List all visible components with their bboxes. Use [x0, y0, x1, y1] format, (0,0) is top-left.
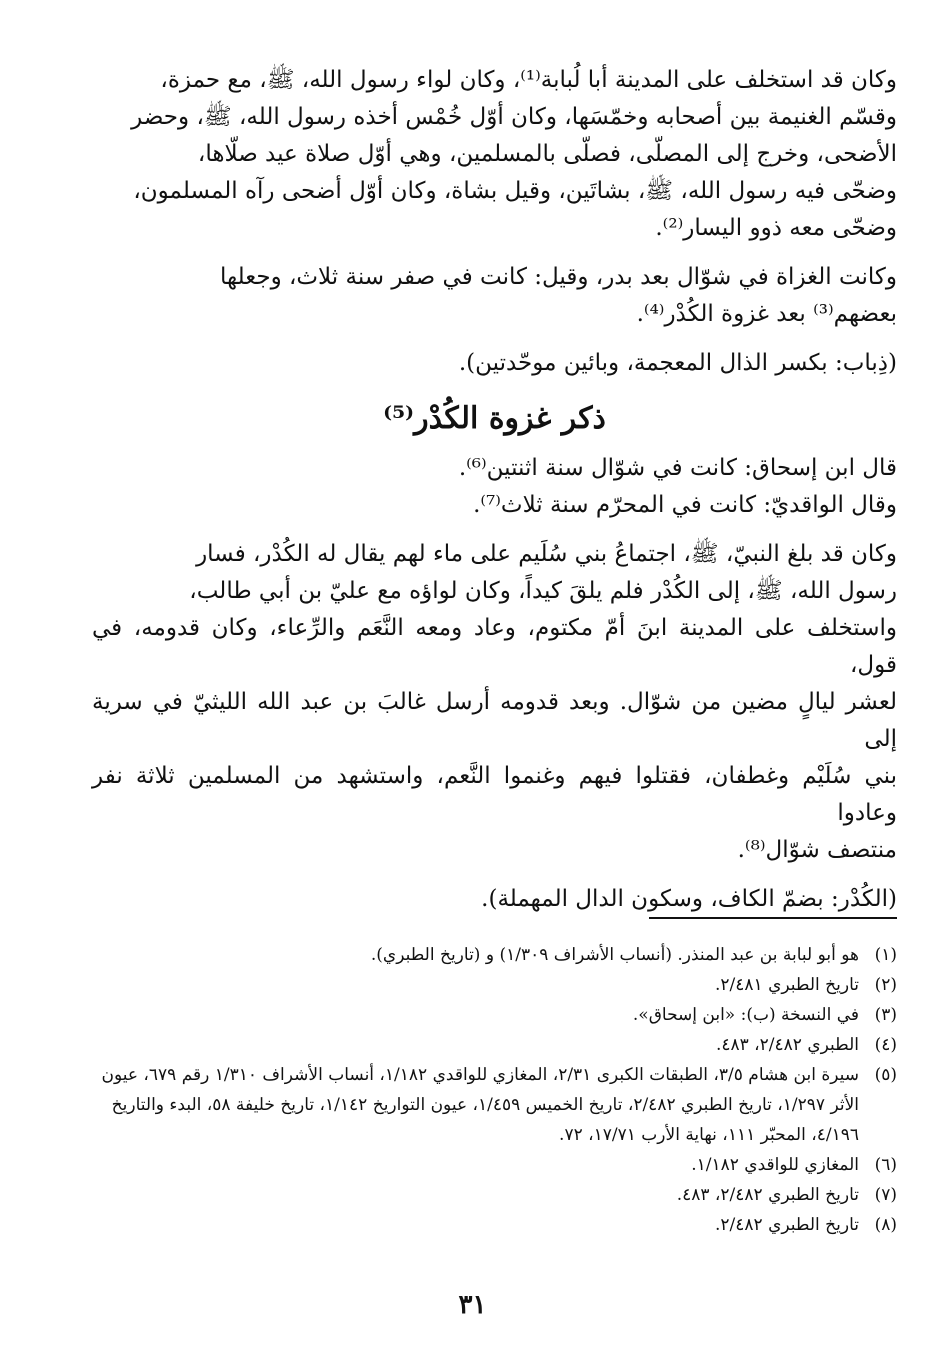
footnote	[92, 1150, 897, 1180]
text-line: بني سُلَيْم وغطفان، فقتلوا فيهم وغنموا النَّعم، واستشهد من المسلمين ثلاثة نفر وعادوا	[92, 763, 897, 826]
text-line: وضحّى معه ذوو اليسار⁽²⁾.	[655, 215, 897, 241]
text-line: وكان قد بلغ النبيّ، ﷺ، اجتماعُ بني سُلَيم على ماء لهم يقال له الكُدْر، فسار	[196, 541, 897, 567]
text-line: الأضحى، وخرج إلى المصلّى، فصلّى بالمسلمين، وهي أوّل صلاة عيد صلّاها،	[197, 141, 897, 167]
footnote	[92, 1210, 897, 1240]
text-line: وقسّم الغنيمة بين أصحابه وخمّسَها، وكان أوّل خُمْس أخذه رسول الله، ﷺ، وحضر	[131, 104, 897, 130]
footnote	[92, 1060, 897, 1150]
footnote-divider	[649, 917, 897, 919]
footnote-text: المغازي للواقدي ١/١٨٢.	[691, 1155, 859, 1175]
footnote-number: (١)	[874, 945, 897, 965]
footnote-text: في النسخة (ب): «ابن إسحاق».	[632, 1005, 859, 1025]
text-line: واستخلف على المدينة ابنَ أمّ مكتوم، وعاد ومعه النَّعَم والرِّعاء، وكان قدومه، في قول،	[92, 615, 897, 678]
footnote-text: تاريخ الطبري ٢/٤٨١.	[715, 975, 859, 995]
paragraph-4	[92, 450, 897, 524]
paragraph-1	[92, 62, 897, 247]
text-line: وقال الواقديّ: كانت في المحرّم سنة ثلاث⁽⁷⁾.	[473, 492, 897, 518]
footnote-text: هو أبو لبابة بن عبد المنذر. (أنساب الأشراف ١/٣٠٩) و (تاريخ الطبري).	[370, 945, 859, 965]
footnote-text: تاريخ الطبري ٢/٤٨٢.	[715, 1215, 859, 1235]
footnote	[92, 1000, 897, 1030]
text-line: وضحّى فيه رسول الله، ﷺ، بشاتَين، وقيل بشاة، وكان أوّل أضحى رآه المسلمون،	[133, 178, 897, 204]
text-line: وكان قد استخلف على المدينة أبا لُبابة⁽¹⁾، وكان لواء رسول الله، ﷺ، مع حمزة،	[160, 67, 897, 93]
footnotes	[92, 940, 897, 1240]
paragraph-6: (الكُدْر: بضمّ الكاف، وسكون الدال المهملة).	[481, 886, 897, 912]
paragraph-2	[92, 259, 897, 333]
text-line: رسول الله، ﷺ، إلى الكُدْر فلم يلقَ كيداً، وكان لواؤه مع عليّ بن أبي طالب،	[189, 578, 897, 604]
text-line: لعشر ليالٍ مضين من شوّال. وبعد قدومه أرسل غالبَ بن عبد الله الليثيّ في سرية إلى	[92, 689, 897, 752]
footnote	[92, 1180, 897, 1210]
footnote-number: (٤)	[874, 1035, 897, 1055]
footnote-number: (٦)	[874, 1155, 897, 1175]
footnote-text: الطبري ٢/٤٨٢، ٤٨٣.	[715, 1035, 859, 1055]
footnote-number: (٧)	[874, 1185, 897, 1205]
footnote-text: سيرة ابن هشام ٣/٥، الطبقات الكبرى ٢/٣١، المغازي للواقدي ١/١٨٢، أنساب الأشراف ١/٣١٠ رقم ٦٧٩، عيون الأثر ١/٢٩٧، تاريخ الطبري ٢/٤٨٢، تاريخ الخميس ١/٤٥٩، عيون التواريخ ١/١٤٢، تاريخ خليفة ٥٨، البدء والتاريخ ٤/١٩٦، المحبّر ١١١، نهاية الأرب ١٧/٧١، ٧٢.	[101, 1065, 859, 1145]
footnote	[92, 970, 897, 1000]
footnote-number: (٥)	[874, 1065, 897, 1085]
footnote	[92, 940, 897, 970]
page-number: ٣١	[458, 1290, 487, 1320]
footnote-number: (٨)	[874, 1215, 897, 1235]
text-line: بعضهم⁽³⁾ بعد غزوة الكُدْر⁽⁴⁾.	[636, 301, 897, 327]
text-line: منتصف شوّال⁽⁸⁾.	[737, 837, 897, 863]
text-line: قال ابن إسحاق: كانت في شوّال سنة اثنتين⁽⁶⁾.	[458, 455, 897, 481]
footnote-number: (٣)	[874, 1005, 897, 1025]
paragraph-3: (ذِباب: بكسر الذال المعجمة، وبائين موحّدتين).	[458, 350, 897, 376]
footnote	[92, 1030, 897, 1060]
footnote-text: تاريخ الطبري ٢/٤٨٢، ٤٨٣.	[676, 1185, 859, 1205]
section-heading: ذكر غزوة الكُدْر⁽⁵⁾	[383, 401, 606, 436]
paragraph-5	[92, 536, 897, 869]
text-line: وكانت الغزاة في شوّال بعد بدر، وقيل: كانت في صفر سنة ثلاث، وجعلها	[220, 264, 897, 290]
footnote-number: (٢)	[874, 975, 897, 995]
